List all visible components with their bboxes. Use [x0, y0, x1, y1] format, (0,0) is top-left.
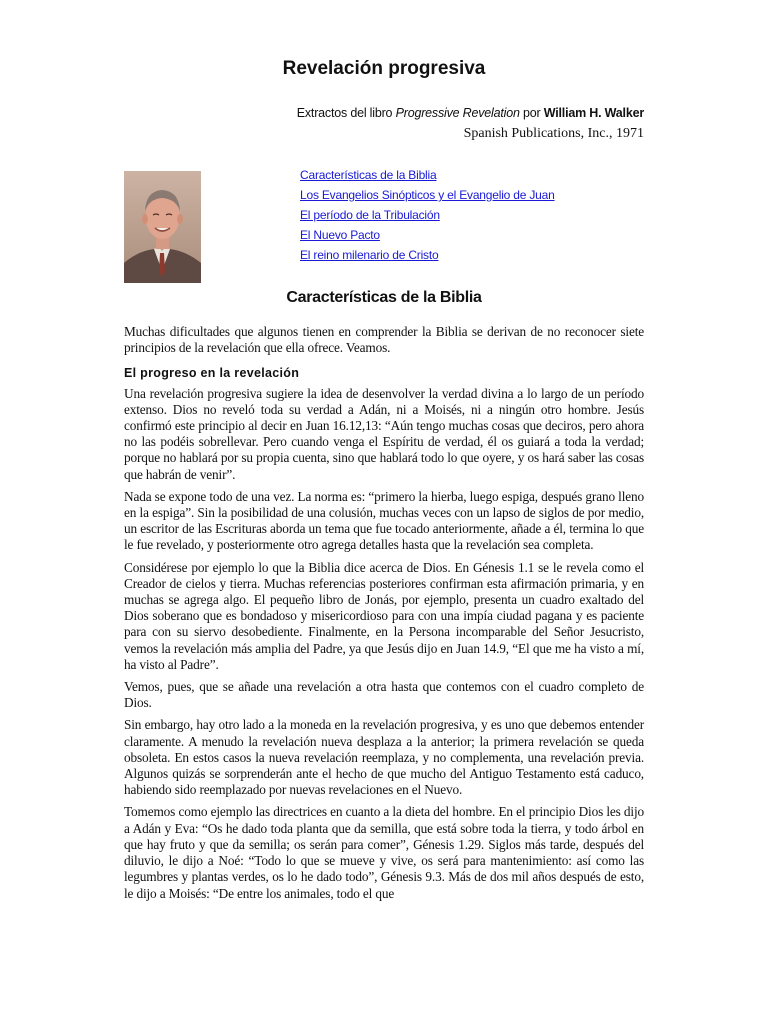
page-title: Revelación progresiva: [282, 58, 486, 79]
article-body: [124, 324, 644, 908]
table-of-contents: [300, 165, 555, 265]
toc-item: [300, 205, 555, 225]
toc-link-evangelios[interactable]: Los Evangelios Sinópticos y el Evangelio de Juan: [300, 188, 555, 202]
toc-item: [300, 225, 555, 245]
toc-link-reino-milenario[interactable]: El reino milenario de Cristo: [300, 248, 439, 262]
subheading: El progreso en la revelación: [124, 366, 300, 381]
source-line: [297, 106, 644, 120]
body-paragraph: Considérese por ejemplo lo que la Biblia dice acerca de Dios. En Génesis 1.1 se le revela como el Creador de cielos y tierra. Muchas referencias posteriores confirman esta afirmación primaria, y en muchas se agrega algo. El pequeño libro de Jonás, por ejemplo, presenta un cuadro exaltado del Dios soberano que es bondadoso y misericordioso para con una impía ciudad pagana y es paciente para con su siervo desobediente. Finalmente, en la Persona incomparable del Señor Jesucristo, vemos la revelación más amplia del Padre, ya que Jesús dijo en Juan 14.9, “El que me ha visto a mí, ha visto al Padre”.: [124, 559, 644, 672]
source-by: por: [523, 106, 541, 120]
body-paragraph: Sin embargo, hay otro lado a la moneda en la revelación progresiva, y es uno que debemos entender claramente. A menudo la revelación nueva desplaza a la anterior; la primera revelación se queda obsoleta. En estos casos la nueva revelación reemplaza, y no complementa, una revelación previa. Algunos quizás se sorprenderán ante el hecho de que mucho del Antiguo Testamento está caduco, habiendo sido reemplazado por nuevas revelaciones en el Nuevo.: [124, 717, 644, 798]
section-heading: Características de la Biblia: [286, 289, 482, 306]
body-paragraph: Vemos, pues, que se añade una revelación a otra hasta que contemos con el cuadro completo de Dios.: [124, 679, 644, 711]
book-title: Progressive Revelation: [395, 106, 520, 120]
author-photo: [124, 171, 201, 283]
author-name: William H. Walker: [543, 106, 644, 120]
body-paragraph: Nada se expone todo de una vez. La norma es: “primero la hierba, luego espiga, después grano lleno en la espiga”. Sin la posibilidad de una colusión, muchas veces con un lapso de siglos de por medio, un escritor de las Escrituras aborda un tema que fue tocado anteriormente, añade a él, termina lo que le fue revelado, y posteriormente otro agrega detalles hasta que la revelación sea completa.: [124, 488, 644, 553]
publisher-line: Spanish Publications, Inc., 1971: [463, 126, 644, 141]
toc-item: [300, 185, 555, 205]
body-paragraph: Tomemos como ejemplo las directrices en cuanto a la dieta del hombre. En el principio Dios les dijo a Adán y Eva: “Os he dado toda planta que da semilla, que está sobre toda la tierra, y todo árbol en que hay fruto y que da semilla; os serán para comer”, Génesis 1.29. Siglos más tarde, después del diluvio, le dijo a Noé: “Todo lo que se mueve y vive, os será para mantenimiento: así como las legumbres y plantas verdes, os lo he dado todo”, Génesis 9.3. Más de dos mil años después de esto, le dijo a Moisés: “De entre los animales, todo el que: [124, 804, 644, 901]
toc-item: [300, 165, 555, 185]
toc-link-caracteristicas[interactable]: Características de la Biblia: [300, 168, 437, 182]
source-prefix: Extractos del libro: [296, 106, 393, 120]
toc-item: [300, 245, 555, 265]
body-paragraph: Una revelación progresiva sugiere la idea de desenvolver la verdad divina a lo largo de un período extenso. Dios no reveló toda su verdad a Adán, ni a Moisés, ni a ningún otro hombre. Jesús confirmó este principio al decir en Juan 16.12,13: “Aún tengo muchas cosas que deciros, pero ahora no las podéis sobrellevar. Pero cuando venga el Espíritu de verdad, él os guiará a toda la verdad; porque no hablará por su propia cuenta, sino que hablará todo lo que oyere, y os hará saber las cosas que habrán de venir”.: [124, 385, 644, 482]
intro-paragraph: Muchas dificultades que algunos tienen en comprender la Biblia se derivan de no reconocer siete principios de la revelación que ella ofrece. Veamos.: [124, 324, 644, 356]
toc-link-tribulacion[interactable]: El período de la Tribulación: [300, 208, 440, 222]
toc-link-nuevo-pacto[interactable]: El Nuevo Pacto: [300, 228, 380, 242]
